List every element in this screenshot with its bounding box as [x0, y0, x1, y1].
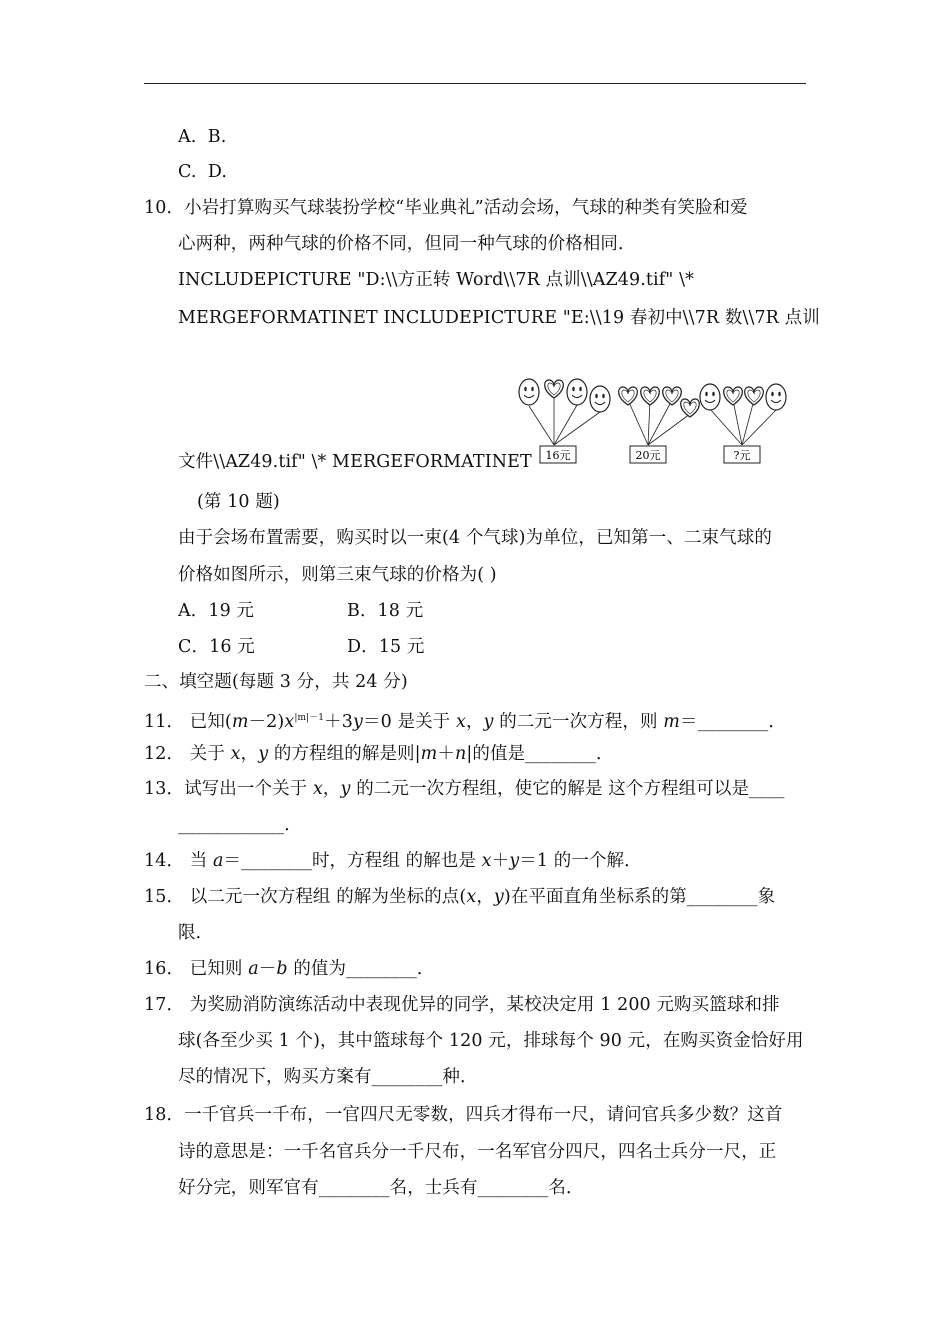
q10-balloon-figure	[514, 372, 792, 468]
q10-line-6: 由于会场布置需要，购买时以一束(4 个气球)为单位，已知第一、二束气球的	[178, 528, 772, 548]
bundle-1-price-tag: 16元	[545, 449, 571, 462]
q9-option-a: A.	[178, 127, 197, 147]
q10-figure-caption: (第 10 题)	[197, 492, 280, 512]
q14: 14． 当 a＝________时，方程组 的解也是 x＋y＝1 的一个解．	[144, 851, 642, 871]
section-2-title: 二、填空题(每题 3 分，共 24 分)	[144, 672, 408, 692]
q10-line-4: MERGEFORMATINET INCLUDEPICTURE "E:\\19 春初中\\7R 数\\7R 点训	[178, 308, 820, 328]
bundle-1	[519, 379, 610, 463]
bundle-2-price-tag: 20元	[635, 449, 661, 462]
q13-line-2: ____________．	[178, 815, 302, 835]
q17-line-2: 球(各至少买 1 个)，其中篮球每个 120 元，排球每个 90 元，在购买资金恰好用	[178, 1031, 804, 1051]
q13-line-1: 13．试写出一个关于 x，y 的二元一次方程组，使它的解是 这个方程组可以是____	[144, 779, 785, 799]
q9-options-cd	[178, 160, 227, 184]
q9-option-b: B.	[207, 127, 227, 147]
q10-line-3: INCLUDEPICTURE "D:\\方正转 Word\\7R 点训\\AZ49.tif" \*	[178, 270, 694, 290]
q10-line-7: 价格如图所示，则第三束气球的价格为( )	[178, 565, 497, 585]
q16: 16． 已知则 a－b 的值为________．	[144, 959, 435, 979]
q15-line-2: 限．	[178, 923, 214, 943]
q9-option-d: D.	[207, 162, 228, 182]
q12: 12． 关于 x，y 的方程组的解是则|m＋n|的值是________．	[144, 744, 614, 764]
q17-line-1: 17． 为奖励消防演练活动中表现优异的同学，某校决定用 1 200 元购买篮球和排	[144, 995, 780, 1015]
q10-option-d: D．15 元	[347, 637, 425, 657]
header-rule	[144, 83, 806, 84]
q10-line-5: 文件\\AZ49.tif" \* MERGEFORMATINET	[178, 452, 532, 472]
bundle-3	[700, 384, 786, 463]
bundle-2	[619, 387, 700, 463]
q10-option-a: A．19 元	[178, 601, 255, 621]
q9-options-ab	[178, 125, 226, 149]
q10-line-1: 10．小岩打算购买气球装扮学校“毕业典礼”活动会场，气球的种类有笑脸和爱	[144, 198, 748, 218]
q17-line-3: 尽的情况下，购买方案有________种．	[178, 1067, 478, 1087]
bundle-3-price-tag: ?元	[733, 449, 751, 462]
q10-option-b: B．18 元	[347, 601, 424, 621]
q18-line-1: 18．一千官兵一千布，一官四尺无零数，四兵才得布一尺，请问官兵多少数？这首	[144, 1105, 783, 1125]
q11: 11． 已知$(m-2)x^{|m|-1}+3y=0$ 是关于 x，y 的二元一次方程，则 m＝________．	[144, 712, 786, 732]
q18-line-2: 诗的意思是：一千名官兵分一千尺布，一名军官分四尺，四名士兵分一尺，正	[178, 1142, 777, 1162]
q15-line-1: 15． 以二元一次方程组 的解为坐标的点(x，y)在平面直角坐标系的第________象	[144, 887, 776, 907]
q9-option-c: C.	[178, 162, 197, 182]
q10-option-c: C．16 元	[178, 637, 255, 657]
q10-line-2: 心两种，两种气球的价格不同，但同一种气球的价格相同．	[178, 234, 636, 254]
q18-line-3: 好分完，则军官有________名，士兵有________名．	[178, 1178, 584, 1198]
